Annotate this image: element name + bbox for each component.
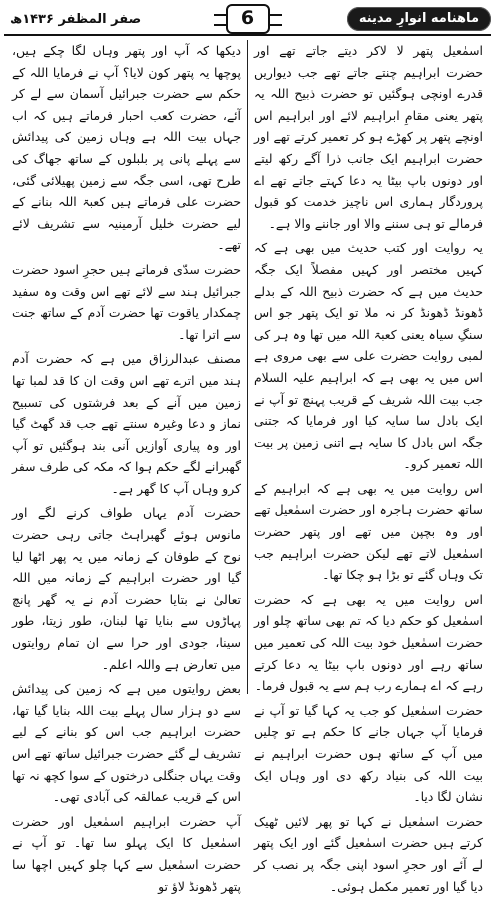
left-column [6, 40, 247, 894]
magazine-title: ماهنامه انوارِ مدینه [347, 7, 491, 31]
column-divider [247, 40, 248, 694]
paragraph: بعض روایتوں میں ہے کہ زمین کی پیدائش سے دو ہزار سال پہلے بیت اللہ بنایا گیا تھا، حضرت ابراہیم جب اس کو بنانے کے لیے تشریف لے گئے حضرت جبرائیل ساتھ تھے اس وقت یہاں جنگلی درختوں کے سوا کچھ نہ تھا اس کے قریب عمالقہ کی آبادی تھی۔ [12, 681, 241, 805]
page-header [4, 4, 491, 36]
paragraph: یہ روایت اور کتب حدیث میں بھی ہے کہ کہیں مختصر اور کہیں مفصلاً ایک جگہ حدیث میں ہے کہ حضرت ذبیح اللہ کے بدلے ڈھونڈ ڈھونڈ کر نہ ملا تو ایک پتھر جو اس سنگِ سیاہ یعنی کعبۃ اللہ میں تھا وہ ہر کی لمبی روایت حضرت علی سے بھی مروی ہے اس میں یہ بھی ہے کہ ابراہیم علیہ السلام جب بیت اللہ شریف کے قریب پہنچ تو آپ نے ایک بادل سا سایہ کیا اور فرمایا کہ جتنی جگہ اس بادل کا سایہ ہے اتنی زمین پر بیت اللہ تعمیر کرو۔ [254, 240, 483, 472]
paragraph: اس روایت میں یہ بھی ہے کہ حضرت اسمٰعیل کو حکم دیا کہ تم بھی ساتھ چلو اور حضرت اسمٰعیل خود بیت اللہ کی تعمیر میں ساتھ رہے اور دونوں باپ بیٹا یہ دعا کرتے رہے کہ اے ہمارے رب ہم سے یہ قبول فرما۔ [254, 591, 483, 694]
paragraph: اسمٰعیل پتھر لا لاکر دیتے جاتے تھے اور حضرت ابراہیم چنتے جاتے تھے جب دیواریں قدرے اونچی ہوگئیں تو حضرت ذبیح اللہ یہ پتھر یعنی مقامِ ابراہیم لائے اور ابراہیم اس اونچے پتھر پر کھڑے ہو کر تعمیر کرتے تھے اور حضرت ابراہیم ایک جانب ذرا آگے رکھ لیتے اور دونوں باپ بیٹا یہ دعا کہتے جاتے تھے اے پروردگار ہماری اس ناچیز خدمت کو قبول فرمالے تو ہی سننے والا اور جاننے والا ہے۔ [254, 43, 483, 231]
paragraph: حضرت سدّی فرماتے ہیں حجرِ اسود حضرت جبرائیل ہند سے لائے تھے اس وقت وہ سفید چمکدار یاقوت تھا حضرت آدم کے ساتھ جنت سے اترا تھا۔ [12, 261, 241, 342]
paragraph: دیکھا کہ آپ اور پتھر وہاں لگا چکے ہیں، پوچھا یہ پتھر کون لایا؟ آپ نے فرمایا اللہ کے حکم سے حضرت جبرائیل آسمان سے لے کر آئے، حضرت کعب احبار فرماتے ہیں کہ اب جہاں بیت اللہ ہے وہاں زمین کی پیدائش سے پہلے پانی پر بلبلوں کے ساتھ جھاگ کی طرح تھی، اسی جگہ سے زمین پھیلائی گئی، حضرت علی فرماتے ہیں کعبۃ اللہ بنانے کے لیے حضرت خلیل آرمینیہ سے تشریف لائے تھے۔ [12, 43, 241, 253]
issue-date: صفر المظفر ۱۴۳۶ھ [10, 11, 142, 27]
paragraph: آپ حضرت ابراہیم اسمٰعیل اور حضرت اسمٰعیل کا ایک پہلو سا تھا۔ تو آپ نے حضرت اسمٰعیل سے کہا چلو کہیں اچھا سا پتھر ڈھونڈ لاؤ تو [12, 813, 241, 894]
paragraph: مصنف عبدالرزاق میں ہے کہ حضرت آدم ہند میں اترے تھے اس وقت ان کا قد لمبا تھا زمین میں آنے کے بعد فرشتوں کی تسبیح نماز و دعا وغیرہ سنتے تھے جب قد گھٹ گیا اور وہ پیاری آوازیں آنی بند ہوگئیں تو آپ گھبرانے لگے حکم ہوا کہ مکہ کی طرف سفر کرو وہاں آپ کا گھر ہے۔ [12, 351, 241, 496]
page-number: 6 [226, 4, 270, 34]
paragraph: حضرت اسمٰعیل کو جب یہ کہا گیا تو آپ نے فرمایا آپ جہاں جانے کا حکم ہے تو چلیں میں آپ کے ساتھ ہوں حضرت ابراہیم نے بیت اللہ کی بنیاد رکھ دی اور وہاں ایک نشان لگا دیا۔ [254, 702, 483, 805]
paragraph: اس روایت میں یہ بھی ہے کہ ابراہیم کے ساتھ حضرت ہاجرہ اور حضرت اسمٰعیل تھے اور وہ بچپن میں تھے اور پتھر حضرت اسمٰعیل لاتے تھے لیکن حضرت ابراہیم جب تک وہاں گئے تو بڑا ہو چکا تھا۔ [254, 480, 483, 583]
paragraph: حضرت آدم یہاں طواف کرنے لگے اور مانوس ہوئے گھبراہٹ جاتی رہی حضرت نوح کے طوفان کے زمانہ میں یہ پھر اٹھا لیا گیا اور حضرت ابراہیم کے زمانہ میں اللہ تعالیٰ نے بتایا حضرت آدم نے یہ گھر پانچ پہاڑوں سے بنایا تھا لبنان، طور زیتا، طور سینا، جودی اور حرا سے ان تمام روایتوں میں تعارض ہے واللہ اعلم۔ [12, 505, 241, 672]
paragraph: حضرت اسمٰعیل نے کہا تو پھر لائیں ٹھیک کرتے ہیں حضرت اسمٰعیل گئے اور ایک پتھر لے آئے اور حجرِ اسود اپنی جگہ پر نصب کر دیا گیا اور تعمیر مکمل ہوئی۔ [254, 813, 483, 894]
article-columns [6, 40, 489, 894]
right-column [248, 40, 489, 894]
